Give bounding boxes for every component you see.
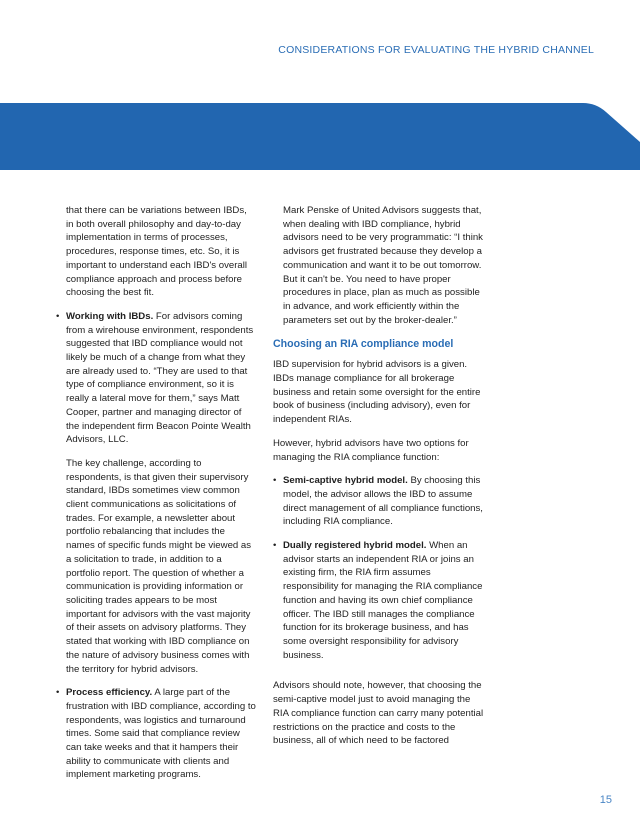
paragraph: IBD supervision for hybrid advisors is a given. IBDs manage compliance for all brokerage business and retain some oversight for the entire book of business (including advisory), even for independent RIAs. [273, 359, 481, 426]
paragraph: Advisors should note, however, that choosing the semi-captive model just to avoid managing the RIA compliance function can carry many potential restrictions on the practice and costs to the business, all of which need to be factored [273, 680, 484, 747]
paragraph: However, hybrid advisors have two options for managing the RIA compliance function: [273, 437, 469, 463]
bullet-icon: • [273, 540, 277, 552]
bullet-item-dually-registered [273, 539, 488, 662]
bullet-title: Process efficiency. [66, 687, 153, 699]
page-number: 15 [599, 794, 612, 806]
bullet-text: By choosing this model, the advisor allows the IBD to assume direct management of all compliance functions, including RIA compliance. [283, 475, 483, 528]
bullet-icon: • [273, 475, 277, 487]
bullet-item-working-with-ibds [56, 310, 256, 447]
section-heading: Choosing an RIA compliance model [273, 338, 454, 351]
paragraph: The key challenge, according to respondents, is that given their supervisory standard, IBDs sometimes view common client communications as solicitations of trades. For example, a newsletter about portfolio rebalancing that includes the names of specific funds might be viewed as a solicitation to trade, in addition to a portfolio report. The question of whether a communication is providing information or soliciting trades appears to be most important for advisors with the vast majority of their assets on advisory platforms. They stated that working with IBD compliance on the nature of advisory business comes with the territory for hybrid advisors. [66, 457, 252, 675]
bullet-title: Dually registered hybrid model. [283, 540, 427, 552]
bullet-icon: • [56, 310, 60, 322]
right-column [273, 204, 488, 758]
paragraph: that there can be variations between IBDs, in both overall philosophy and day-to-day implementation in terms of processes, procedures, response times, etc. So, it is important to understand each IBD's overall compliance approach and process before choosing the best fit. [66, 205, 248, 299]
header-banner [0, 103, 640, 170]
running-header: CONSIDERATIONS FOR EVALUATING THE HYBRID CHANNEL [278, 44, 594, 56]
bullet-text: When an advisor starts an independent RIA or joins an existing firm, the RIA firm assumes responsibility for managing the RIA compliance function and having its own chief compliance officer. The IBD still manages the compliance function for its brokerage business, and has some oversight responsibility for advisory business. [283, 540, 483, 661]
bullet-title: Working with IBDs. [66, 310, 154, 322]
quote-paragraph: Mark Penske of United Advisors suggests that, when dealing with IBD compliance, hybrid advisors need to be very programmatic: “I think advisors get frustrated because they develop a communication and want it to be out tomorrow. But it can't be. You need to have proper procedures in place, plan as much as possible in advance, and work efficiently within the parameters set out by the broker-dealer.” [283, 205, 483, 326]
bullet-text: For advisors coming from a wirehouse environment, respondents suggested that IBD compliance would not likely be much of a change from what they are already used to. “They are used to that type of compliance environment, so it is really a lateral move for them,” says Matt Cooper, partner and managing director of the independent firm Beacon Pointe Wealth Advisors, LLC. [66, 310, 254, 446]
left-column [56, 204, 256, 792]
bullet-text: A large part of the frustration with IBD compliance, according to respondents, was logistics and turnaround times. Some said that compliance review can take weeks and that it hampers their ability to communicate with clients and implement marketing programs. [66, 687, 256, 781]
bullet-item-semi-captive [273, 474, 488, 529]
bullet-icon: • [56, 687, 60, 699]
bullet-title: Semi-captive hybrid model. [283, 475, 408, 487]
bullet-item-process-efficiency [56, 686, 256, 782]
